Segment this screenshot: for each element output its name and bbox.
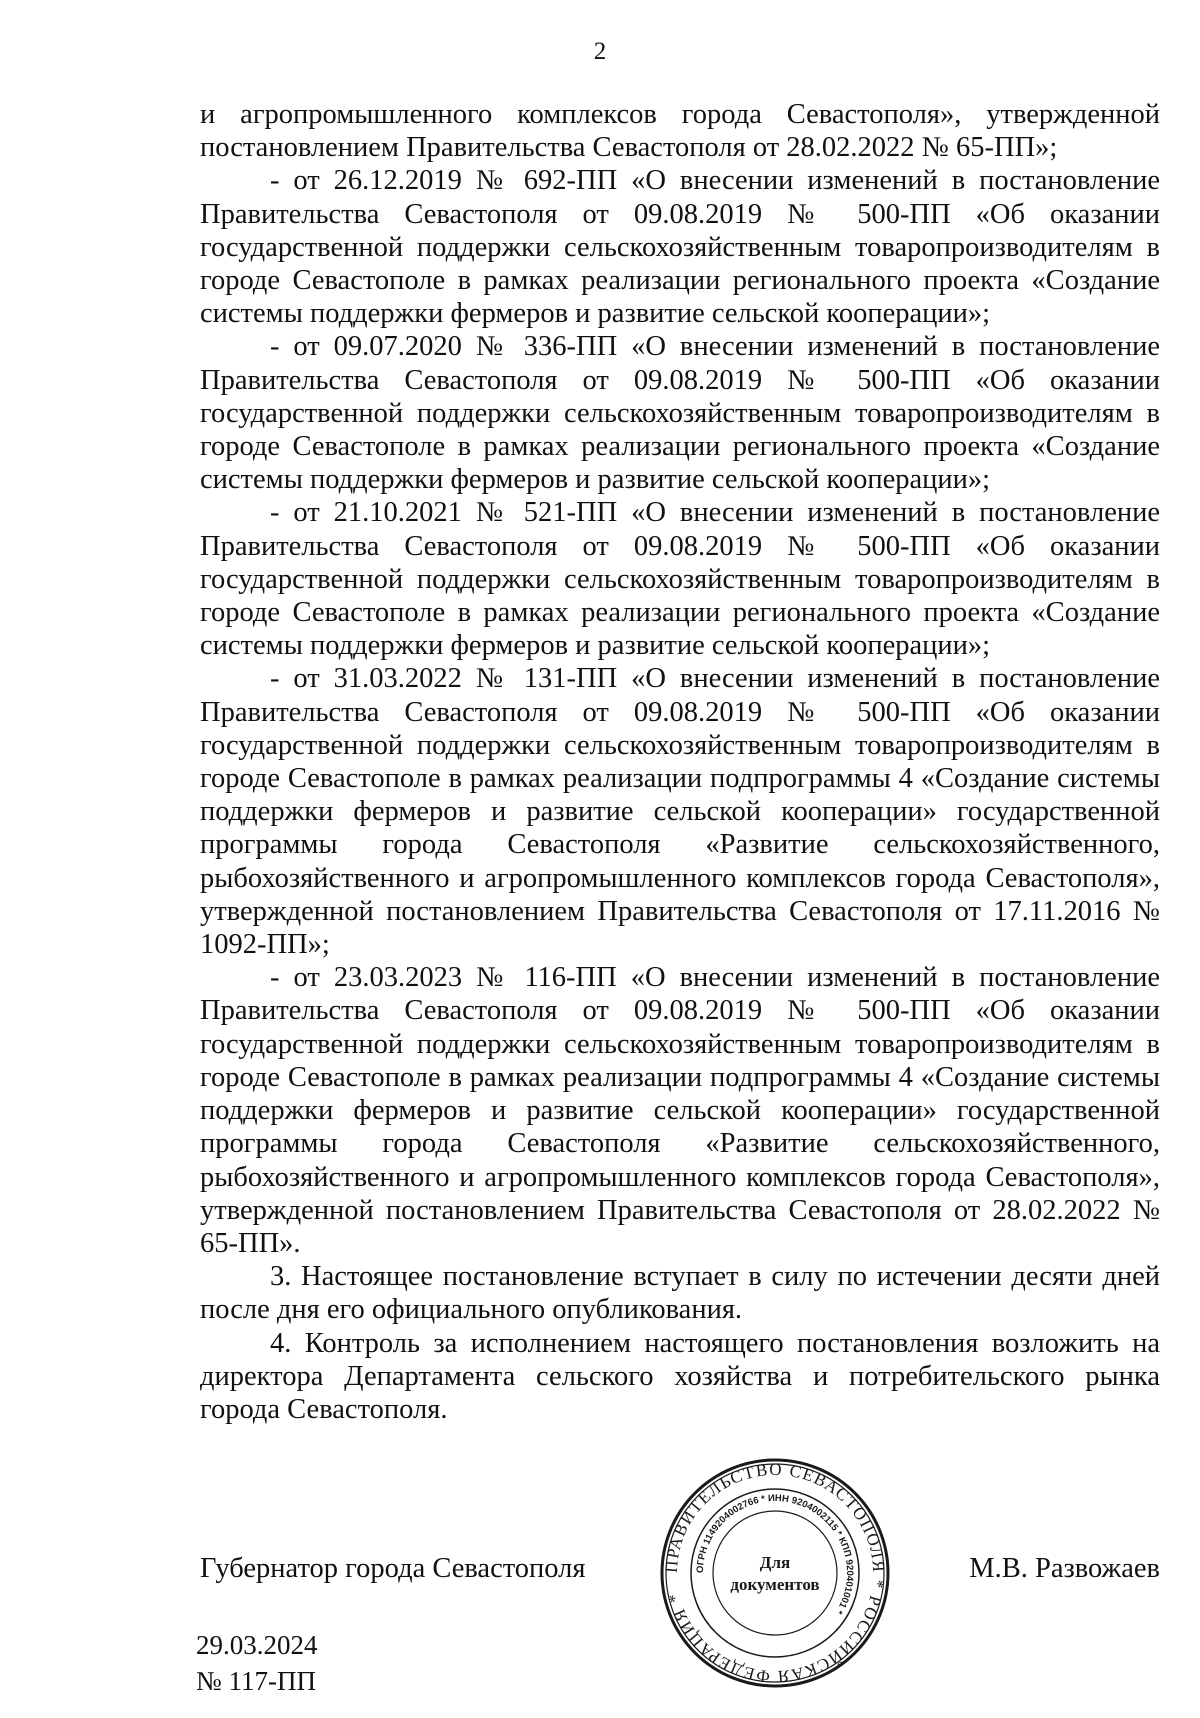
paragraph-item-692: - от 26.12.2019 № 692-ПП «О внесении изменений в постановление Правительства Севастополя от 09.08.2019 № 500-ПП «Об оказании государственной поддержки сельскохозяйственным товаропроизводителям в городе Севастополе в рамках реализации регионального проекта «Создание системы поддержки фермеров и развитие сельской кооперации»; [200, 165, 1160, 330]
document-body [200, 98, 1160, 1426]
signatory-position: Губернатор города Севастополя [200, 1553, 586, 1584]
page-number: 2 [593, 38, 607, 65]
official-seal-stamp [660, 1458, 890, 1688]
document-date: 29.03.2024 [196, 1630, 318, 1660]
paragraph-clause-4: 4. Контроль за исполнением настоящего постановления возложить на директора Департамента сельского хозяйства и потребительского рынка города Севастополя. [200, 1327, 1160, 1425]
paragraph-item-116: - от 23.03.2023 № 116-ПП «О внесении изменений в постановление Правительства Севастополя от 09.08.2019 № 500-ПП «Об оказании государственной поддержки сельскохозяйственным товаропроизводителям в городе Севастополе в рамках реализации подпрограммы 4 «Создание системы поддержки фермеров и развитие сельской кооперации» государственной программы города Севастополя «Развитие сельскохозяйственного, рыбохозяйственного и агропромышленного комплексов города Севастополя», утвержденной постановлением Правительства Севастополя от 28.02.2022 № 65-ПП». [200, 962, 1160, 1259]
seal-center-line1: Для [759, 1553, 791, 1572]
document-number: № 117-ПП [196, 1666, 316, 1696]
signatory-name: М.В. Развожаев [969, 1553, 1160, 1584]
seal-outer-text: ПРАВИТЕЛЬСТВО СЕВАСТОПОЛЯ * РОССИЙСКАЯ ФЕДЕРАЦИЯ * [661, 1459, 889, 1687]
paragraph-item-131: - от 31.03.2022 № 131-ПП «О внесении изменений в постановление Правительства Севастополя от 09.08.2019 № 500-ПП «Об оказании государственной поддержки сельскохозяйственным товаропроизводителям в городе Севастополе в рамках реализации подпрограммы 4 «Создание системы поддержки фермеров и развитие сельской кооперации» государственной программы города Севастополя «Развитие сельскохозяйственного, рыбохозяйственного и агропромышленного комплексов города Севастополя», утвержденной постановлением Правительства Севастополя от 17.11.2016 № 1092-ПП»; [200, 663, 1160, 961]
paragraph-continuation: и агропромышленного комплексов города Севастополя», утвержденной постановлением Правительства Севастополя от 28.02.2022 № 65-ПП»; [200, 99, 1160, 164]
paragraph-item-336: - от 09.07.2020 № 336-ПП «О внесении изменений в постановление Правительства Севастополя от 09.08.2019 № 500-ПП «Об оказании государственной поддержки сельскохозяйственным товаропроизводителям в городе Севастополе в рамках реализации регионального проекта «Создание системы поддержки фермеров и развитие сельской кооперации»; [200, 331, 1160, 496]
paragraph-item-521: - от 21.10.2021 № 521-ПП «О внесении изменений в постановление Правительства Севастополя от 09.08.2019 № 500-ПП «Об оказании государственной поддержки сельскохозяйственным товаропроизводителям в городе Севастополе в рамках реализации регионального проекта «Создание системы поддержки фермеров и развитие сельской кооперации»; [200, 497, 1160, 662]
document-meta [196, 1627, 318, 1699]
seal-center-line2: документов [730, 1575, 820, 1594]
seal-inner-text: ОГРН 1149204002766 * ИНН 9204002115 * КПП 920401001 * [694, 1492, 856, 1616]
paragraph-clause-3: 3. Настоящее постановление вступает в силу по истечении десяти дней после дня его официального опубликования. [200, 1261, 1160, 1326]
